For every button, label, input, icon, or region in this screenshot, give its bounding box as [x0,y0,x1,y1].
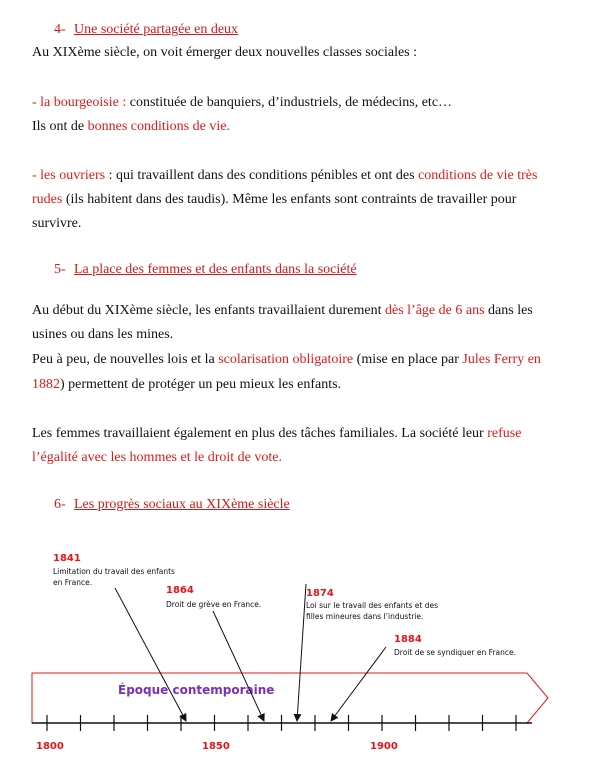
event-arrow-1884 [331,647,386,721]
section-4-heading [54,22,238,38]
highlight-text: bonnes conditions de vie. [87,119,230,134]
axis-label-1800: 1800 [36,741,64,752]
highlight-text: refuse [487,426,522,441]
text: Ils ont de [32,119,88,134]
text: : qui travaillent dans des conditions pénibles et ont des [105,168,419,183]
text: survivre. [32,216,82,231]
section-title: Une société partagée en deux [74,22,239,37]
paragraph-line [32,94,452,112]
text: usines ou dans les mines. [32,327,174,342]
event-arrow-1864 [213,611,264,721]
event-arrow-1874 [297,584,306,721]
section-title: La place des femmes et des enfants dans la société [74,262,357,277]
paragraph-line [32,449,282,467]
highlight-text: rudes [32,192,63,207]
axis-label-1850: 1850 [202,741,230,752]
section-number: 5- [54,262,66,277]
event-desc-1864-line1: Droit de grève en France. [166,600,262,609]
event-year-1874: 1874 [306,588,334,599]
text: (mise en place par [353,352,463,367]
section-number: 6- [54,497,66,512]
section-5-heading [54,262,357,278]
highlight-text: conditions de vie très [418,168,538,183]
paragraph-line [32,326,173,344]
paragraph-line [32,191,516,209]
text: Au début du XIXème siècle, les enfants travaillaient durement [32,303,385,318]
paragraph-line [32,376,341,394]
event-year-1841: 1841 [53,553,81,564]
text: dans les [484,303,533,318]
event-desc-1841-line2: en France. [53,578,93,587]
section-6-heading [54,497,290,513]
event-desc-1884-line1: Droit de se syndiquer en France. [394,648,516,657]
text: constituée de banquiers, d’industriels, de médecins, etc… [126,95,453,110]
paragraph-line [32,118,230,136]
paragraph-line [32,44,417,62]
era-label: Époque contemporaine [118,683,275,697]
highlight-text: scolarisation obligatoire [218,352,354,367]
event-year-1884: 1884 [394,634,422,645]
paragraph-line [32,302,533,320]
timeline-diagram [0,535,611,774]
paragraph-line [32,425,521,443]
highlight-text: Jules Ferry en [462,352,541,367]
event-desc-1874-line2: filles mineures dans l’industrie. [306,612,424,621]
highlight-text: - les ouvriers [32,168,106,183]
paragraph-line [32,215,81,233]
text: Au XIXème siècle, on voit émerger deux nouvelles classes sociales : [32,45,418,60]
highlight-text: - la bourgeoisie : [32,95,127,110]
highlight-text: l’égalité avec les hommes et le droit de vote. [32,450,282,465]
text: (ils habitent dans des taudis). Même les enfants sont contraints de travailler pour [62,192,517,207]
event-desc-1874-line1: Loi sur le travail des enfants et des [306,601,438,610]
event-year-1864: 1864 [166,585,194,596]
highlight-text: 1882 [32,377,60,392]
text: Peu à peu, de nouvelles lois et la [32,352,219,367]
section-number: 4- [54,22,66,37]
era-arrow-shape [32,673,548,723]
text: Les femmes travaillaient également en plus des tâches familiales. La société leur [32,426,488,441]
paragraph-line [32,351,541,369]
text: ) permettent de protéger un peu mieux les enfants. [60,377,342,392]
highlight-text: dès l’âge de 6 ans [385,303,485,318]
event-desc-1841-line1: Limitation du travail des enfants [53,567,175,576]
paragraph-line [32,167,537,185]
section-title: Les progrès sociaux au XIXème siècle [74,497,290,512]
axis-label-1900: 1900 [370,741,398,752]
